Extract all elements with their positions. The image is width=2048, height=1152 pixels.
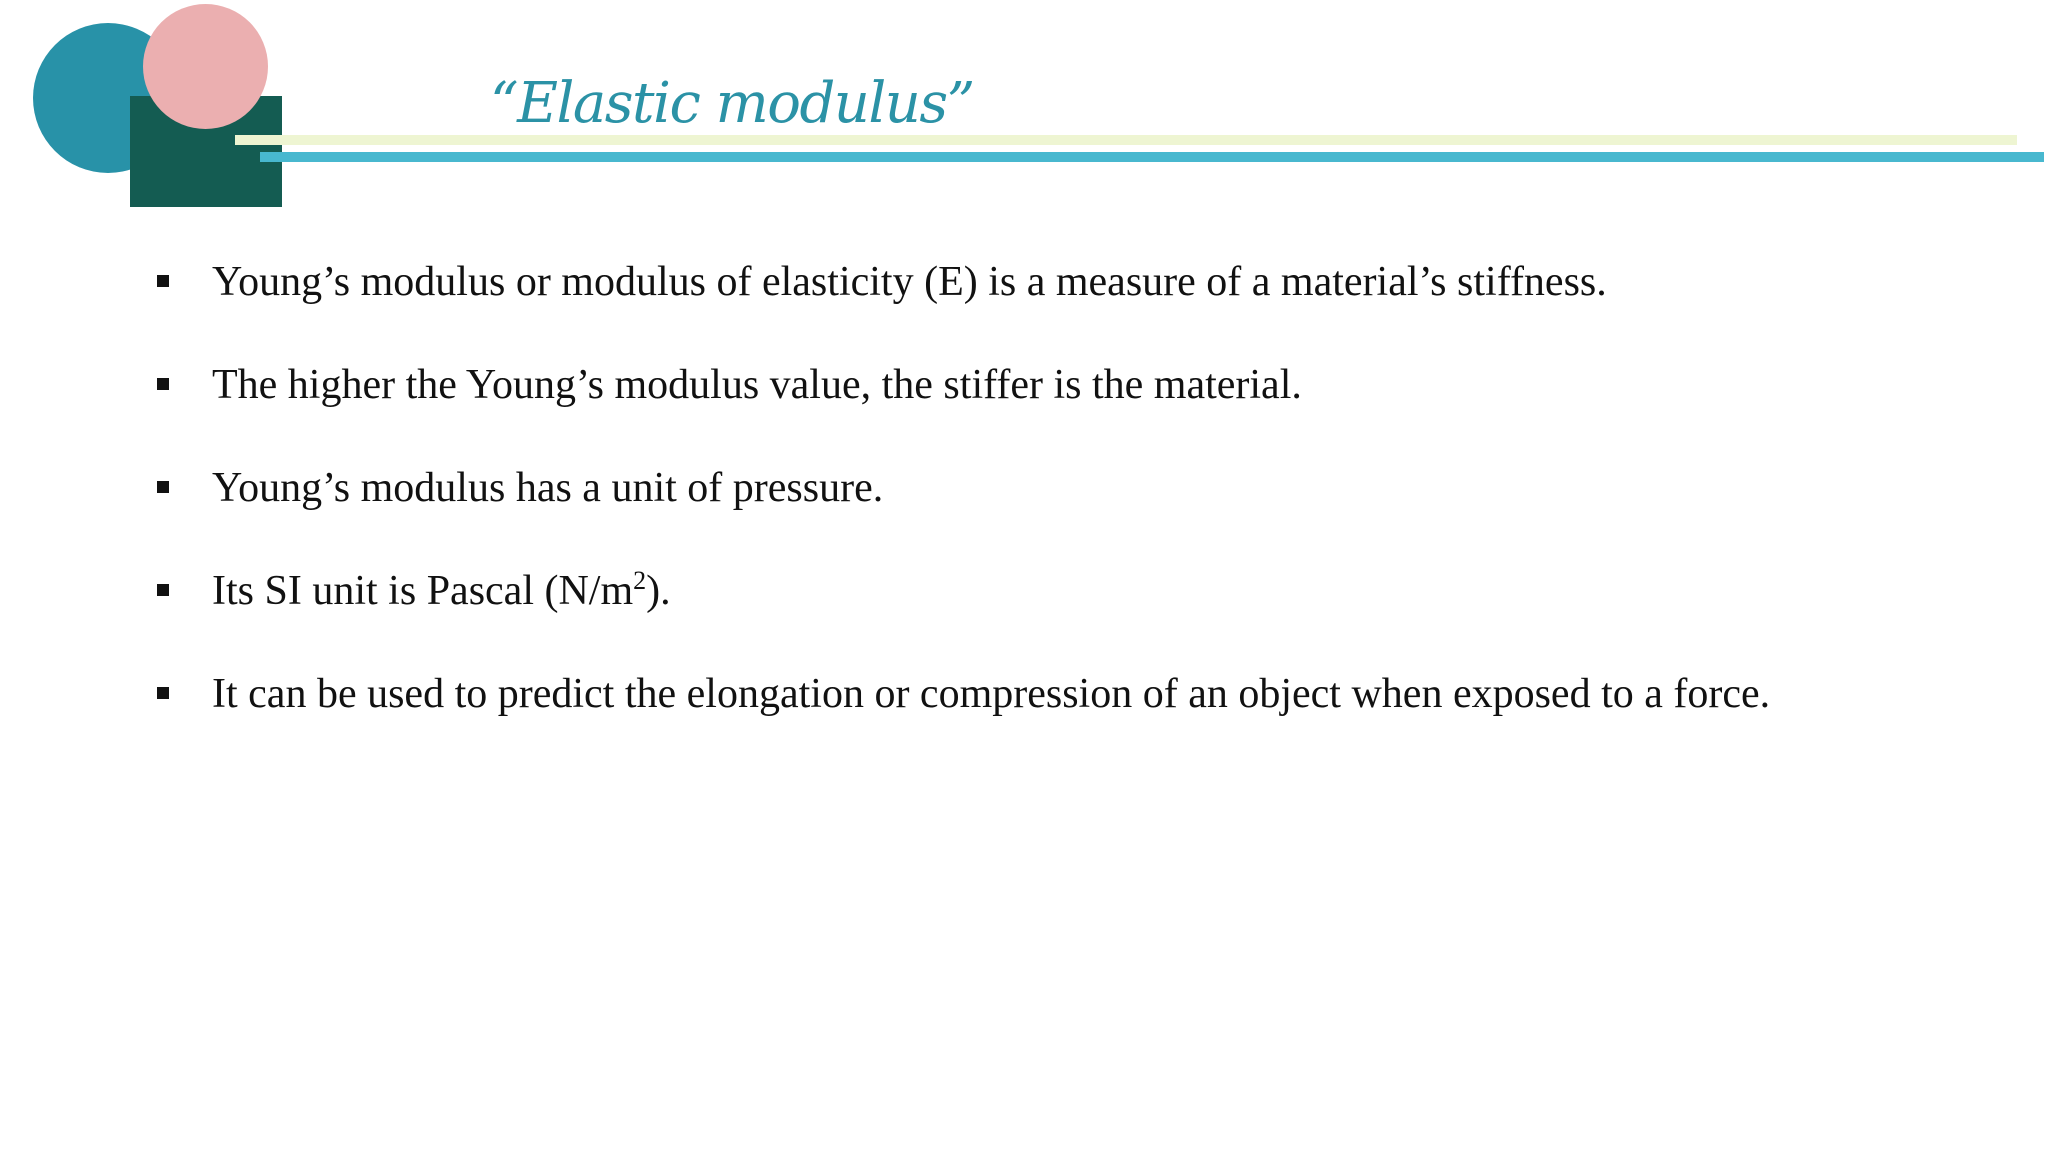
decorative-pink-circle	[143, 4, 268, 129]
square-bullet-icon	[157, 687, 169, 699]
bullet-text: Young’s modulus has a unit of pressure.	[212, 465, 884, 511]
bullet-text: Young’s modulus or modulus of elasticity (E) is a measure of a material’s stiffness.	[212, 259, 1607, 305]
bullet-text: The higher the Young’s modulus value, the stiffer is the material.	[212, 362, 1302, 408]
bullet-text-part: Its SI unit is Pascal (N/m	[212, 568, 634, 614]
bullet-text: It can be used to predict the elongation or compression of an object when exposed to a force.	[212, 671, 1771, 717]
square-bullet-icon	[157, 481, 169, 493]
bullet-item	[0, 250, 2048, 353]
slide-title: “Elastic modulus”	[490, 71, 974, 136]
square-bullet-icon	[157, 584, 169, 596]
superscript: 2	[633, 566, 647, 595]
bullet-item	[0, 353, 2048, 456]
bullet-text-part: ).	[646, 568, 671, 614]
bullet-item	[0, 662, 2048, 765]
decorative-blue-rule	[260, 152, 2044, 162]
square-bullet-icon	[157, 275, 169, 287]
square-bullet-icon	[157, 378, 169, 390]
bullet-item	[0, 559, 2048, 662]
bullet-text	[212, 559, 671, 623]
bullet-list	[0, 250, 2048, 765]
bullet-item	[0, 456, 2048, 559]
